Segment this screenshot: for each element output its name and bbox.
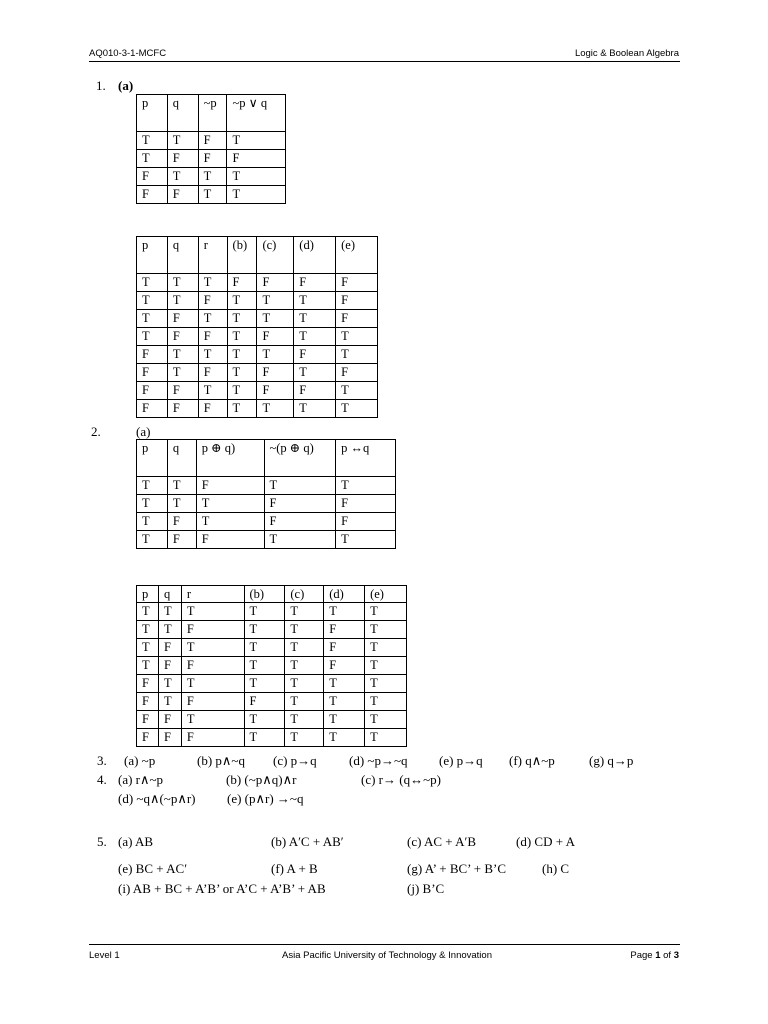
q4-answer-d: (d) ~q∧(~p∧r): [118, 791, 196, 806]
table-cell: F: [227, 274, 257, 292]
table-cell: T: [137, 150, 168, 168]
table-cell: F: [336, 274, 378, 292]
table-row: [137, 274, 378, 292]
table-cell: F: [137, 711, 159, 729]
table-cell: T: [365, 657, 407, 675]
page-header: [89, 48, 679, 62]
table-cell: T: [285, 711, 324, 729]
table-row: [137, 168, 286, 186]
page-current: 1: [655, 950, 661, 961]
table-cell: F: [198, 328, 227, 346]
table-cell: T: [137, 310, 168, 328]
q5-answer-b: (b) A′C + AB′: [271, 834, 344, 849]
table-row: [137, 675, 407, 693]
table-cell: F: [158, 729, 181, 747]
table-cell: T: [324, 693, 365, 711]
header-cell: q: [167, 440, 196, 477]
header-cell: ~p: [198, 95, 227, 132]
table-cell: T: [294, 310, 336, 328]
table-cell: T: [137, 603, 159, 621]
table-cell: T: [336, 346, 378, 364]
q5-answer-f: (f) A + B: [271, 861, 318, 876]
table-cell: T: [137, 657, 159, 675]
q5-answer-g: (g) A’ + BC’ + B’C: [407, 861, 507, 876]
table-cell: F: [324, 639, 365, 657]
table-cell: T: [227, 328, 257, 346]
page-total: 3: [673, 950, 679, 961]
q1-truth-table-a: [136, 94, 286, 204]
table-cell: F: [264, 495, 336, 513]
q3-answer-a: (a) ~p: [124, 753, 156, 768]
q4-answer-b: (b) (~p∧q)∧r: [226, 772, 297, 787]
table-cell: F: [137, 364, 168, 382]
table-cell: F: [336, 364, 378, 382]
table-row: [137, 186, 286, 204]
table-cell: T: [198, 168, 227, 186]
table-cell: T: [227, 346, 257, 364]
table-cell: F: [167, 310, 198, 328]
table-cell: T: [294, 364, 336, 382]
table-cell: T: [227, 364, 257, 382]
table-cell: F: [196, 477, 264, 495]
table-cell: F: [158, 711, 181, 729]
q5-answer-d: (d) CD + A: [516, 834, 575, 849]
table-cell: F: [336, 513, 396, 531]
table-row: [137, 711, 407, 729]
table-cell: T: [285, 621, 324, 639]
course-code: AQ010-3-1-MCFC: [89, 48, 167, 59]
table-cell: T: [324, 729, 365, 747]
table-cell: T: [167, 168, 198, 186]
q5-answer-j: (j) B’C: [407, 881, 445, 896]
table-cell: T: [137, 639, 159, 657]
q4-number: 4.: [97, 772, 107, 787]
table-cell: T: [324, 675, 365, 693]
table-cell: T: [137, 495, 168, 513]
table-cell: F: [198, 364, 227, 382]
table-cell: T: [167, 364, 198, 382]
table-cell: T: [365, 603, 407, 621]
table-cell: T: [198, 274, 227, 292]
header-cell: (d): [294, 237, 336, 274]
q2-truth-table-a: [136, 439, 396, 549]
table-cell: T: [244, 729, 285, 747]
table-cell: T: [257, 400, 294, 418]
table-cell: T: [167, 132, 198, 150]
q3-answer-c: (c) p→q: [273, 753, 317, 768]
table-cell: F: [167, 531, 196, 549]
q5-answer-i: (i) AB + BC + A’B’ or A’C + A’B’ + AB: [118, 881, 326, 896]
table-cell: F: [158, 639, 181, 657]
table-cell: F: [137, 346, 168, 364]
table-cell: T: [257, 292, 294, 310]
table-cell: T: [227, 400, 257, 418]
header-cell: (d): [324, 586, 365, 603]
table-cell: T: [137, 531, 168, 549]
table-cell: T: [294, 328, 336, 346]
header-cell: p: [137, 440, 168, 477]
q1-truth-table-bcde: [136, 236, 378, 418]
header-cell: (e): [365, 586, 407, 603]
table-cell: F: [137, 400, 168, 418]
table-cell: F: [137, 693, 159, 711]
table-cell: F: [324, 621, 365, 639]
table-cell: F: [257, 382, 294, 400]
table-cell: T: [365, 711, 407, 729]
header-cell: p ⊕ q): [196, 440, 264, 477]
header-cell: q: [167, 237, 198, 274]
q5-answer-h: (h) C: [542, 861, 570, 876]
table-cell: F: [198, 400, 227, 418]
table-row: [137, 531, 396, 549]
table-cell: T: [294, 400, 336, 418]
table-cell: T: [324, 711, 365, 729]
page-indicator: [630, 950, 679, 961]
q4-answer-e: (e) (p∧r) →~q: [227, 791, 304, 806]
table-cell: F: [167, 382, 198, 400]
table-cell: F: [137, 675, 159, 693]
table-row: [137, 310, 378, 328]
q3-answer-f: (f) q∧~p: [509, 753, 555, 768]
table-cell: T: [285, 693, 324, 711]
table-cell: T: [264, 531, 336, 549]
header-cell: r: [181, 586, 244, 603]
table-cell: T: [137, 477, 168, 495]
q3-answer-e: (e) p→q: [439, 753, 483, 768]
table-cell: F: [294, 274, 336, 292]
table-cell: T: [285, 657, 324, 675]
table-cell: T: [158, 603, 181, 621]
table-cell: F: [227, 150, 286, 168]
table-cell: T: [244, 711, 285, 729]
table-cell: T: [196, 495, 264, 513]
q2-number: 2.: [91, 424, 101, 439]
table-cell: F: [257, 274, 294, 292]
q3-answer-d: (d) ~p→~q: [349, 753, 408, 768]
table-cell: T: [167, 292, 198, 310]
table-row: [137, 132, 286, 150]
table-row: [137, 328, 378, 346]
table-cell: T: [324, 603, 365, 621]
q4-answer-c: (c) r→ (q↔~p): [361, 772, 441, 787]
table-row: [137, 639, 407, 657]
table-cell: T: [167, 495, 196, 513]
table-cell: F: [294, 382, 336, 400]
header-cell: q: [167, 95, 198, 132]
table-cell: T: [294, 292, 336, 310]
header-cell: r: [198, 237, 227, 274]
header-cell: p: [137, 95, 168, 132]
table-row: [137, 400, 378, 418]
table-cell: F: [167, 328, 198, 346]
table-cell: T: [158, 675, 181, 693]
table-cell: F: [198, 132, 227, 150]
table-cell: T: [158, 621, 181, 639]
table-cell: T: [198, 382, 227, 400]
page-prefix: Page: [630, 950, 656, 961]
header-cell: (c): [285, 586, 324, 603]
table-row: [137, 292, 378, 310]
table-cell: F: [167, 150, 198, 168]
table-cell: F: [324, 657, 365, 675]
q1-part-a: (a): [118, 78, 134, 93]
q5-answer-e: (e) BC + AC′: [118, 861, 188, 876]
q3-answer-g: (g) q→p: [589, 753, 634, 768]
table-cell: T: [264, 477, 336, 495]
table-cell: F: [198, 292, 227, 310]
table-cell: T: [285, 675, 324, 693]
table-cell: F: [198, 150, 227, 168]
q2-part-a: (a): [136, 424, 151, 439]
table-row: [137, 477, 396, 495]
header-cell: (e): [336, 237, 378, 274]
table-cell: T: [336, 477, 396, 495]
page-footer: [89, 950, 679, 964]
table-cell: F: [257, 364, 294, 382]
header-cell: q: [158, 586, 181, 603]
table-cell: F: [181, 621, 244, 639]
table-cell: F: [294, 346, 336, 364]
table-cell: F: [137, 729, 159, 747]
table-row: [137, 495, 396, 513]
header-cell: (b): [227, 237, 257, 274]
table-cell: F: [257, 328, 294, 346]
table-row: [137, 729, 407, 747]
table-cell: T: [181, 711, 244, 729]
table-cell: F: [181, 729, 244, 747]
table-cell: F: [137, 186, 168, 204]
header-cell: p: [137, 237, 168, 274]
table-row: [137, 621, 407, 639]
header-cell: p ↔q: [336, 440, 396, 477]
table-cell: F: [181, 657, 244, 675]
table-cell: T: [196, 513, 264, 531]
table-cell: F: [244, 693, 285, 711]
q4-answer-a: (a) r∧~p: [118, 772, 164, 787]
table-cell: T: [227, 132, 286, 150]
table-cell: T: [285, 729, 324, 747]
table-cell: T: [336, 400, 378, 418]
table-cell: T: [167, 477, 196, 495]
table-cell: T: [198, 310, 227, 328]
table-cell: T: [137, 513, 168, 531]
table-row: [137, 150, 286, 168]
table-row: [137, 364, 378, 382]
table-row: [137, 513, 396, 531]
table-cell: T: [257, 346, 294, 364]
table-row: [137, 603, 407, 621]
university-name: Asia Pacific University of Technology & Innovation: [282, 950, 492, 961]
table-cell: T: [167, 346, 198, 364]
level-label: Level 1: [89, 950, 120, 961]
table-cell: T: [137, 292, 168, 310]
header-cell: p: [137, 586, 159, 603]
table-cell: T: [285, 603, 324, 621]
q5-answer-a: (a) AB: [118, 834, 154, 849]
table-cell: F: [167, 186, 198, 204]
table-cell: T: [181, 603, 244, 621]
table-cell: F: [137, 168, 168, 186]
table-cell: F: [336, 495, 396, 513]
table-cell: T: [365, 675, 407, 693]
table-cell: T: [365, 693, 407, 711]
table-row: [137, 382, 378, 400]
header-cell: ~(p ⊕ q): [264, 440, 336, 477]
page-mid: of: [660, 950, 674, 961]
table-cell: F: [196, 531, 264, 549]
table-cell: T: [137, 132, 168, 150]
table-cell: T: [365, 621, 407, 639]
table-cell: T: [181, 675, 244, 693]
q1-number: 1.: [96, 78, 106, 93]
table-row: [137, 693, 407, 711]
table-cell: T: [336, 328, 378, 346]
table-cell: T: [181, 639, 244, 657]
header-cell: (c): [257, 237, 294, 274]
table-cell: T: [336, 531, 396, 549]
table-cell: T: [365, 639, 407, 657]
table-cell: T: [137, 328, 168, 346]
header-cell: ~p ∨ q: [227, 95, 286, 132]
table-cell: F: [167, 400, 198, 418]
q3-answer-b: (b) p∧~q: [197, 753, 245, 768]
document-topic: Logic & Boolean Algebra: [574, 48, 679, 59]
table-cell: F: [137, 382, 168, 400]
table-cell: F: [167, 513, 196, 531]
table-cell: F: [181, 693, 244, 711]
q2-truth-table-bcde: [136, 585, 407, 747]
table-cell: T: [244, 603, 285, 621]
table-cell: T: [227, 168, 286, 186]
header-rule: [89, 61, 680, 62]
q5-number: 5.: [97, 834, 107, 849]
q5-answer-c: (c) AC + A′B: [407, 834, 477, 849]
q3-number: 3.: [97, 753, 107, 768]
table-cell: T: [227, 292, 257, 310]
table-cell: T: [198, 186, 227, 204]
table-row: [137, 657, 407, 675]
table-cell: T: [167, 274, 198, 292]
table-cell: T: [244, 657, 285, 675]
table-row: [137, 346, 378, 364]
table-cell: F: [336, 310, 378, 328]
header-cell: (b): [244, 586, 285, 603]
table-cell: T: [244, 639, 285, 657]
table-cell: T: [137, 621, 159, 639]
table-cell: T: [244, 621, 285, 639]
table-cell: F: [264, 513, 336, 531]
table-cell: T: [285, 639, 324, 657]
table-cell: T: [227, 382, 257, 400]
table-cell: T: [227, 186, 286, 204]
table-cell: T: [198, 346, 227, 364]
table-cell: F: [336, 292, 378, 310]
table-cell: T: [365, 729, 407, 747]
table-cell: T: [158, 693, 181, 711]
table-cell: T: [336, 382, 378, 400]
table-cell: T: [244, 675, 285, 693]
table-cell: T: [257, 310, 294, 328]
footer-rule: [89, 944, 680, 945]
table-cell: F: [158, 657, 181, 675]
table-cell: T: [137, 274, 168, 292]
table-cell: T: [227, 310, 257, 328]
